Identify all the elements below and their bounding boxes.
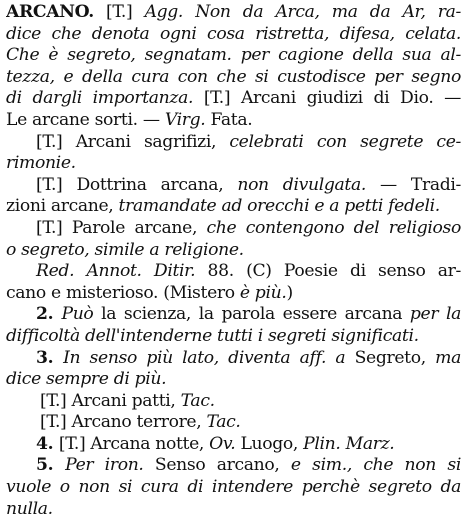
entry-line	[6, 153, 461, 175]
entry-text: zioni arcane,	[6, 196, 119, 217]
entry-text: — Tradi-	[365, 174, 461, 195]
entry-headword: 2.	[36, 304, 62, 325]
entry-line	[6, 348, 461, 370]
entry-text: celebrati con segrete ce-	[229, 131, 461, 152]
entry-text: tramandate ad orecchi e a petti fedeli.	[118, 196, 440, 217]
entry-line	[6, 499, 461, 520]
entry-text: [T.] Parole arcane,	[36, 217, 207, 238]
entry-line	[6, 391, 461, 413]
entry-line	[6, 477, 461, 499]
entry-text: Fata.	[205, 109, 253, 130]
entry-text: per la	[409, 304, 461, 325]
entry-text: Per iron.	[65, 455, 144, 476]
entry-text: In senso più lato, diventa aff. a	[63, 347, 346, 368]
entry-text: Virg.	[164, 109, 206, 130]
entry-text: e sim., che non si	[290, 455, 461, 476]
entry-line	[6, 2, 461, 24]
entry-line	[6, 283, 461, 305]
entry-line	[6, 67, 461, 89]
entry-line	[6, 175, 461, 197]
entry-text: Le arcane sorti. —	[6, 109, 165, 130]
entry-text: Tac.	[180, 390, 215, 411]
entry-headword: 4.	[36, 433, 59, 454]
entry-text: Luogo,	[235, 433, 304, 454]
entry-line	[6, 412, 461, 434]
entry-text: tezza, e della cura con che si custodisce per segno	[6, 66, 461, 87]
entry-text: [T.] Arcani sagrifizi,	[36, 131, 230, 152]
entry-text: la scienza, la parola essere arcana	[93, 304, 410, 325]
entry-text: Che è segreto, segnatam. per cagione della sua al-	[6, 45, 461, 66]
entry-text: cano e misterioso. (Mistero	[6, 282, 240, 303]
entry-text: Red. Annot. Ditir.	[36, 261, 196, 282]
entry-text: di dargli importanza.	[6, 88, 194, 109]
entry-text: ma	[435, 347, 461, 368]
entry-line	[6, 110, 461, 132]
entry-line	[6, 455, 461, 477]
entry-text: [T.] Arcana notte,	[58, 433, 210, 454]
entry-headword: 3.	[36, 347, 64, 368]
entry-text: vuole o non si cura di intendere perchè segreto da	[6, 477, 461, 498]
entry-line	[6, 196, 461, 218]
entry-line	[6, 369, 461, 391]
entry-headword: 5.	[36, 455, 66, 476]
entry-text: Plin. Marz.	[303, 433, 395, 454]
entry-line	[6, 326, 461, 348]
entry-text: rimonie.	[6, 153, 76, 174]
entry-line	[6, 24, 461, 46]
entry-text: [T.] Arcano terrore,	[40, 412, 207, 433]
entry-text: che contengono del religioso	[206, 217, 461, 238]
entry-line	[6, 218, 461, 240]
entry-text: Tac.	[206, 412, 241, 433]
entry-text: nulla.	[6, 498, 53, 519]
entry-text: dice che denota ogni cosa ristretta, difesa, celata.	[6, 23, 461, 44]
entry-text: 88. (C) Poesie di senso ar-	[195, 261, 461, 282]
entry-text: è più.	[239, 282, 287, 303]
entry-text: difficoltà dell'intenderne tutti i segreti significati.	[6, 325, 419, 346]
entry-text: [T.] Arcani giudizi di Dio. —	[193, 88, 461, 109]
entry-line	[6, 304, 461, 326]
entry-text: Può	[61, 304, 94, 325]
entry-headword: ARCANO.	[6, 2, 94, 22]
entry-line	[6, 240, 461, 262]
entry-text: non divulgata.	[237, 174, 366, 195]
entry-text: [T.] Arcani patti,	[40, 390, 181, 411]
entry-text: [T.] Dottrina arcana,	[36, 174, 238, 195]
entry-line	[6, 88, 461, 110]
entry-text: o segreto, simile a religione.	[6, 239, 244, 260]
entry-line	[6, 434, 461, 456]
entry-text: Agg. Non da Arca, ma da Ar, ra-	[144, 2, 461, 22]
entry-text: Senso arcano,	[143, 455, 291, 476]
entry-text: dice sempre di più.	[6, 369, 167, 390]
entry-text: [T.]	[93, 2, 145, 22]
entry-line	[6, 45, 461, 67]
entry-line	[6, 132, 461, 154]
entry-text: Ov.	[209, 433, 236, 454]
entry-text: Segreto,	[345, 347, 436, 368]
entry-text: )	[286, 282, 293, 303]
entry-line	[6, 261, 461, 283]
